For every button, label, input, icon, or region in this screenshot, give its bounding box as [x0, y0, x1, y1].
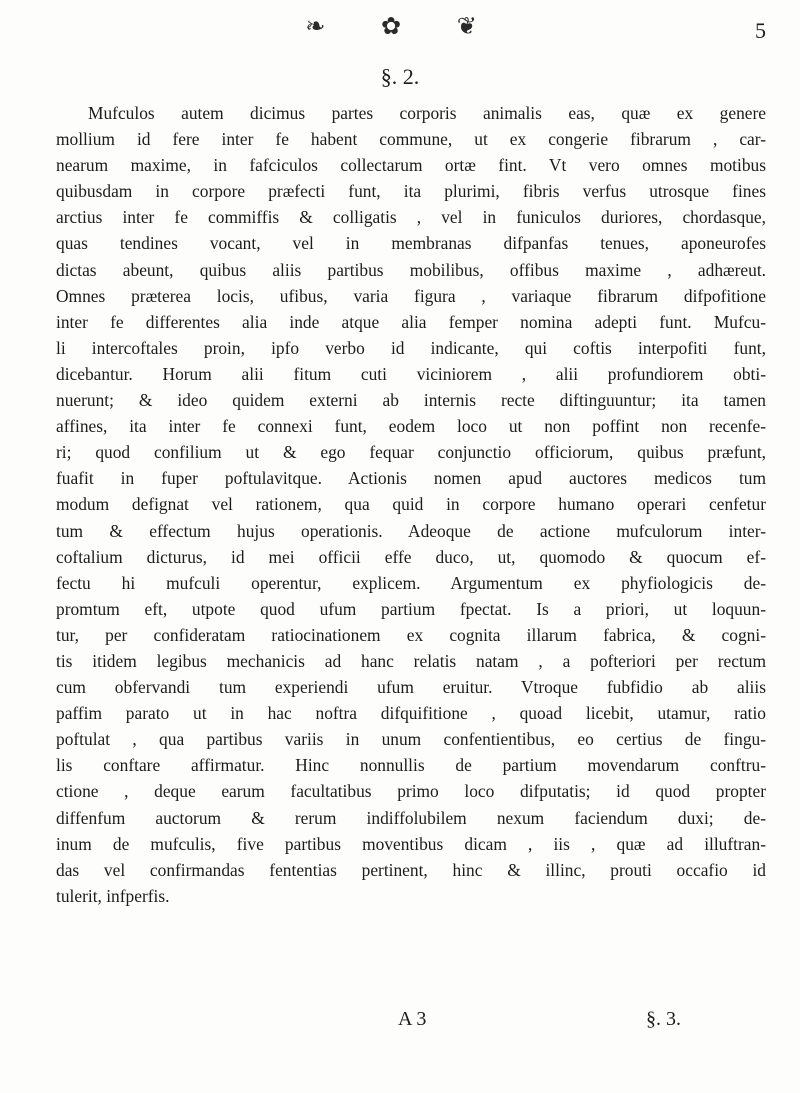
header-ornaments — [0, 12, 800, 40]
text-line: inter fe differentes alia inde atque alia femper nomina adepti funt. Mufcu- — [56, 311, 766, 332]
text-line: dicebantur. Horum alii fitum cuti viciniorem , alii profundiorem obti- — [56, 363, 766, 384]
signature-mark: A 3 — [398, 1008, 427, 1030]
text-line: tulerit, infperfis. — [56, 885, 170, 906]
catchword: §. 3. — [646, 1008, 681, 1030]
text-line: lis conftare affirmatur. Hinc nonnullis de partium movendarum conftru- — [56, 755, 766, 776]
text-line: coftalium dicturus, id mei officii effe duco, ut, quomodo & quocum ef- — [56, 546, 766, 567]
text-line: Omnes præterea locis, ufibus, varia figura , variaque fibrarum difpofitione — [56, 285, 766, 306]
text-line: inum de mufculis, five partibus moventibus dicam , iis , quæ ad illuftran- — [56, 833, 766, 854]
text-line: modum defignat vel rationem, qua quid in corpore humano operari cenfetur — [56, 494, 766, 515]
text-line: fuafit in fuper poftulavitque. Actionis nomen apud auctores medicos tum — [56, 468, 766, 489]
text-line: tur, per confideratam ratiocinationem ex cognita illarum fabrica, & cogni- — [56, 624, 766, 645]
text-line: quas tendines vocant, vel in membranas difpanfas tenues, aponeurofes — [56, 233, 766, 254]
text-line: cum obfervandi tum experiendi ufum eruitur. Vtroque fubfidio ab aliis — [56, 677, 766, 698]
text-line: Mufculos autem dicimus partes corporis animalis eas, quæ ex genere — [88, 103, 766, 123]
text-line: nuerunt; & ideo quidem externi ab internis recte diftinguuntur; ita tamen — [56, 390, 766, 411]
text-line: nearum maxime, in fafciculos collectarum ortæ fint. Vt vero omnes motibus — [56, 155, 766, 176]
text-line: affines, ita inter fe connexi funt, eodem loco ut non poffint non recenfe- — [56, 416, 766, 437]
text-line: paffim parato ut in hac noftra difquifitione , quoad licebit, utamur, ratio — [56, 703, 766, 724]
page-number: 5 — [755, 18, 766, 43]
text-line: ri; quod confilium ut & ego fequar conjunctio officiorum, quibus præfunt, — [56, 442, 766, 463]
text-line: promtum eft, utpote quod ufum partium fpectat. Is a priori, ut loquun- — [56, 598, 766, 619]
text-line: das vel confirmandas fententias pertinent, hinc & illinc, prouti occafio id — [56, 859, 766, 880]
text-line: arctius inter fe commiffis & colligatis , vel in funiculos duriores, chordasque, — [56, 207, 766, 228]
text-line: li intercoftales proin, ipfo verbo id indicante, qui coftis interpofiti funt, — [56, 337, 766, 358]
body-paragraph — [56, 100, 766, 909]
section-heading: §. 2. — [380, 64, 420, 89]
text-line: poftulat , qua partibus variis in unum confentientibus, eo certius de fingu- — [56, 729, 766, 750]
text-line: mollium id fere inter fe habent commune, ut ex congerie fibrarum , car- — [56, 129, 766, 150]
text-line: tis itidem legibus mechanicis ad hanc relatis natam , a pofteriori per rectum — [56, 650, 766, 671]
ornament-right-icon: ❦ — [456, 12, 495, 40]
text-line: dictas abeunt, quibus aliis partibus mobilibus, offibus maxime , adhæreut. — [56, 259, 766, 280]
text-line: fectu hi mufculi operentur, explicem. Argumentum ex phyfiologicis de- — [56, 572, 766, 593]
text-line: quibusdam in corpore præfecti funt, ita plurimi, fibris verfus utrosque fines — [56, 181, 766, 202]
text-line: ctione , deque earum facultatibus primo loco difputatis; id quod propter — [56, 781, 766, 802]
ornament-center-icon: ✿ — [380, 12, 420, 40]
ornament-left-icon: ❧ — [305, 12, 344, 40]
text-line: diffenfum auctorum & rerum indiffolubilem nexum faciendum duxi; de- — [56, 807, 766, 828]
text-line: tum & effectum hujus operationis. Adeoque de actione mufculorum inter- — [56, 520, 766, 541]
